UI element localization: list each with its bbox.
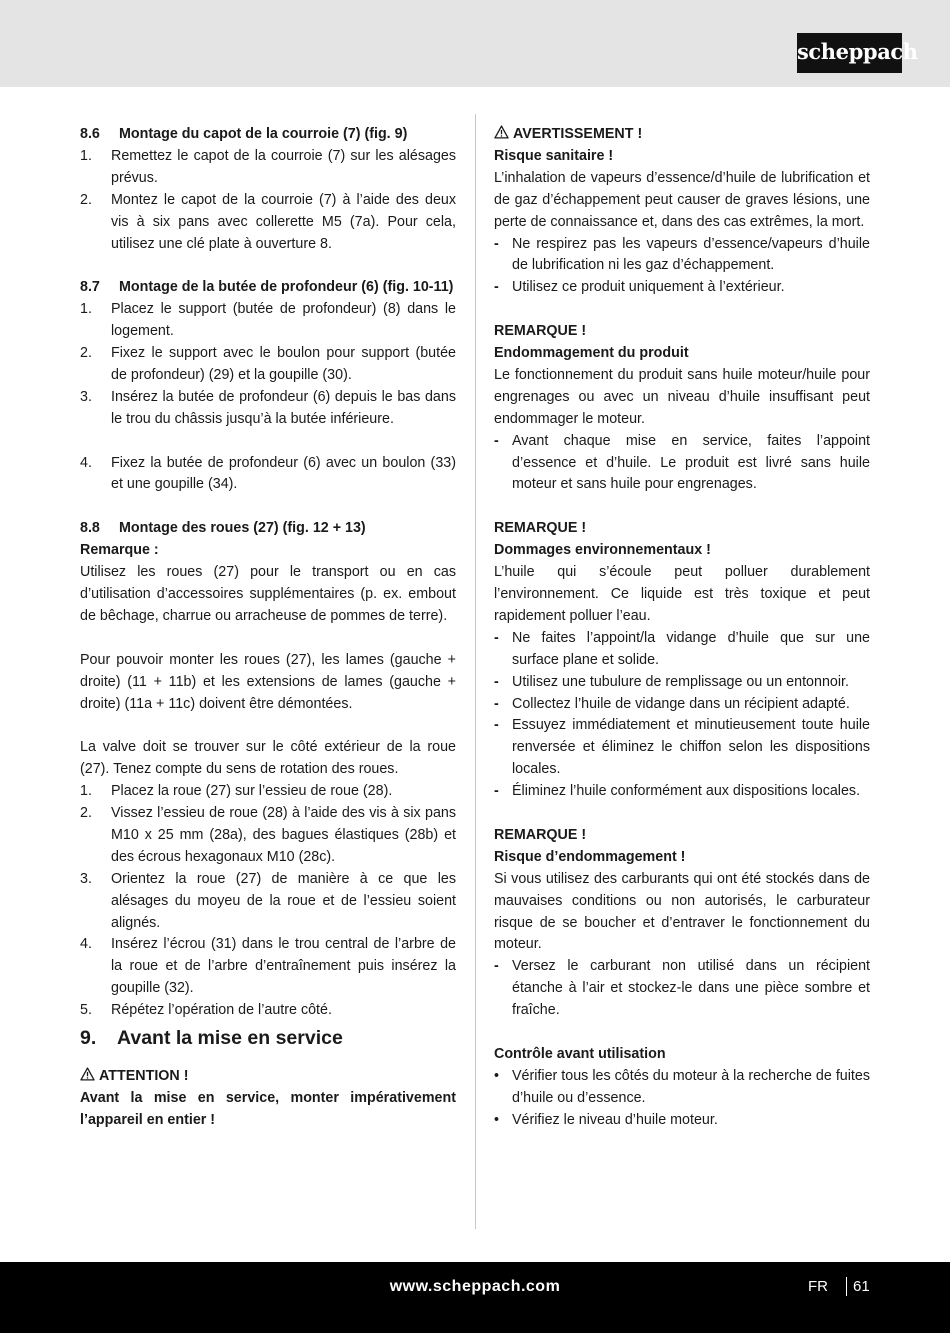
list-item bbox=[80, 781, 456, 803]
list-text: Montez le capot de la courroie (7) à l’aide des deux vis à six pans avec collerette M5 (7a). Pour cela, utilisez une clé plate à ouverture 8. bbox=[111, 191, 456, 252]
warning-triangle-icon bbox=[494, 125, 509, 139]
list-item bbox=[80, 869, 456, 935]
note-label: REMARQUE ! bbox=[494, 520, 587, 537]
section-number: 8.7 bbox=[80, 279, 100, 296]
warning-triangle-icon bbox=[80, 1067, 95, 1081]
section-heading-8-7 bbox=[80, 277, 456, 299]
list-text: Insérez la butée de profondeur (6) depuis le bas dans le trou du châssis jusqu’à la butée inférieure. bbox=[111, 388, 456, 427]
attention-text: ATTENTION ! bbox=[99, 1068, 189, 1085]
check-title: Contrôle avant utilisation bbox=[494, 1046, 666, 1062]
list-text: Placez la roue (27) sur l’essieu de roue (28). bbox=[111, 783, 393, 800]
language-code: FR bbox=[808, 1278, 828, 1295]
list-item bbox=[80, 934, 456, 1000]
left-column bbox=[80, 124, 456, 1132]
list-number: 3. bbox=[80, 870, 92, 887]
warning-text: AVERTISSEMENT ! bbox=[513, 126, 643, 142]
section-number: 8.6 bbox=[80, 126, 100, 142]
list-number: 2. bbox=[80, 805, 92, 822]
section-number: 8.8 bbox=[80, 520, 100, 537]
paragraph: Si vous utilisez des carburants qui ont été stockés dans de mauvaises conditions ou non autorisés, le carburateur risque de se boucher et d’entraver le fonctionnement du moteur. bbox=[494, 870, 870, 953]
dash-item: - Avant chaque mise en service, faites l’appoint d’essence et d’huile. Le produit est livré sans huile moteur et sans huile pour engrenages. bbox=[494, 432, 870, 493]
list-text: Répétez l’opération de l’autre côté. bbox=[111, 1002, 332, 1019]
list-number: 4. bbox=[80, 454, 92, 471]
section-heading-8-6 bbox=[80, 124, 456, 146]
section-heading-8-8 bbox=[80, 518, 456, 540]
dash-item: - Essuyez immédiatement et minutieusement toute huile renversée et éliminez le chiffon selon les dispositions locales. bbox=[494, 717, 870, 778]
list-text: Remettez le capot de la courroie (7) sur les alésages prévus. bbox=[111, 147, 456, 186]
list-number: 4. bbox=[80, 936, 92, 953]
page-header bbox=[0, 0, 950, 87]
list-number: 5. bbox=[80, 1002, 92, 1019]
paragraph: La valve doit se trouver sur le côté extérieur de la roue (27). Tenez compte du sens de rotation des roues. bbox=[80, 739, 456, 778]
dash-item: - Collectez l’huile de vidange dans un récipient adapté. bbox=[494, 695, 850, 712]
warning-label bbox=[494, 124, 870, 146]
list-text: Placez le support (butée de profondeur) (8) dans le logement. bbox=[111, 301, 456, 340]
list-text: Fixez le support avec le boulon pour support (butée de profondeur) (29) et la goupille (30). bbox=[111, 345, 456, 383]
website-link[interactable]: www.scheppach.com bbox=[389, 1278, 561, 1295]
section-title: Montage des roues (27) (fig. 12 + 13) bbox=[119, 520, 366, 537]
paragraph: Utilisez les roues (27) pour le transport ou en cas d’utilisation d’accessoires supplémentaires (p. ex. embout de bêchage, charrue ou arracheuse de pommes de terre). bbox=[80, 564, 456, 624]
list-item bbox=[80, 387, 456, 431]
paragraph: Pour pouvoir monter les roues (27), les lames (gauche + droite) (11 + 11b) et les extensions de lames (gauche + droite) (11a + 11c) doivent être démontées. bbox=[80, 651, 456, 712]
remark-label: Remarque : bbox=[80, 542, 159, 559]
note-subtitle: Risque d’endommagement ! bbox=[494, 848, 686, 865]
list-text: Vissez l’essieu de roue (28) à l’aide des vis à six pans M10 x 25 mm (28a), des bagues élastiques (28b) et des écrous hexagonaux M10 (28c). bbox=[111, 805, 456, 865]
chapter-title: Avant la mise en service bbox=[117, 1027, 343, 1050]
dash-item: - Utilisez ce produit uniquement à l’extérieur. bbox=[494, 279, 785, 296]
list-text: Insérez l’écrou (31) dans le trou central de l’arbre de la roue et de l’arbre d’entraînement puis insérez la goupille (32). bbox=[111, 936, 456, 997]
page-footer bbox=[0, 1262, 950, 1333]
note-subtitle: Endommagement du produit bbox=[494, 345, 689, 362]
paragraph: L’huile qui s’écoule peut polluer durablement l’environnement. Ce liquide est très toxique et peut rapidement polluer l’eau. bbox=[494, 564, 870, 624]
chapter-heading-9 bbox=[80, 1025, 456, 1051]
dash-item: - Ne faites l’appoint/la vidange d’huile que sur une surface plane et solide. bbox=[494, 629, 870, 668]
dash-item: - Éliminez l’huile conformément aux dispositions locales. bbox=[494, 783, 861, 800]
paragraph: L’inhalation de vapeurs d’essence/d’huile de lubrification et de gaz d’échappement peut causer de graves lésions, une perte de connaissance et, dans des cas extrêmes, la mort. bbox=[494, 169, 870, 230]
list-number: 1. bbox=[80, 783, 92, 800]
paragraph: Le fonctionnement du produit sans huile moteur/huile pour engrenages ou avec un niveau d’huile insuffisant peut endommager le moteur. bbox=[494, 366, 870, 427]
brand-logo bbox=[797, 33, 918, 73]
list-item bbox=[80, 190, 456, 256]
list-number: 2. bbox=[80, 345, 92, 362]
list-item bbox=[80, 803, 456, 869]
dash-item: - Utilisez une tubulure de remplissage ou un entonnoir. bbox=[494, 673, 849, 690]
dash-item: - Ne respirez pas les vapeurs d’essence/vapeurs d’huile de lubrification ni les gaz d’échappement. bbox=[494, 235, 870, 274]
list-number: 1. bbox=[80, 147, 92, 164]
list-text: Orientez la roue (27) de manière à ce que les alésages du moyeu de la roue et de l’essieu soient alignés. bbox=[111, 870, 456, 931]
list-item bbox=[80, 343, 456, 387]
footer-separator bbox=[846, 1277, 847, 1296]
list-text: Fixez la butée de profondeur (6) avec un boulon (33) et une goupille (34). bbox=[111, 454, 456, 493]
note-label: REMARQUE ! bbox=[494, 323, 587, 340]
page-number: 61 bbox=[853, 1278, 870, 1295]
list-number: 2. bbox=[80, 191, 92, 208]
brand-logo-text: scheppach bbox=[797, 39, 918, 64]
chapter-number: 9. bbox=[80, 1027, 97, 1050]
column-divider bbox=[475, 114, 476, 1229]
bullet-item: • Vérifier tous les côtés du moteur à la recherche de fuites d’huile ou d’essence. bbox=[494, 1067, 870, 1106]
list-number: 1. bbox=[80, 301, 92, 318]
right-column bbox=[494, 124, 870, 1132]
list-item bbox=[80, 146, 456, 190]
attention-label bbox=[80, 1066, 456, 1088]
section-title: Montage du capot de la courroie (7) (fig. 9) bbox=[119, 126, 408, 142]
list-number: 3. bbox=[80, 388, 92, 405]
list-item bbox=[80, 299, 456, 343]
warning-subtitle: Risque sanitaire ! bbox=[494, 147, 614, 164]
list-item bbox=[80, 453, 456, 497]
note-subtitle: Dommages environnementaux ! bbox=[494, 542, 711, 559]
section-title: Montage de la butée de profondeur (6) (fig. 10-11) bbox=[119, 279, 454, 296]
attention-body: Avant la mise en service, monter impérativement l’appareil en entier ! bbox=[80, 1089, 456, 1128]
list-item bbox=[80, 1000, 456, 1022]
bullet-item: • Vérifiez le niveau d’huile moteur. bbox=[494, 1111, 718, 1128]
dash-item: - Versez le carburant non utilisé dans un récipient étanche à l’air et stockez-le dans une pièce sombre et fraîche. bbox=[494, 958, 870, 1019]
note-label: REMARQUE ! bbox=[494, 826, 587, 843]
